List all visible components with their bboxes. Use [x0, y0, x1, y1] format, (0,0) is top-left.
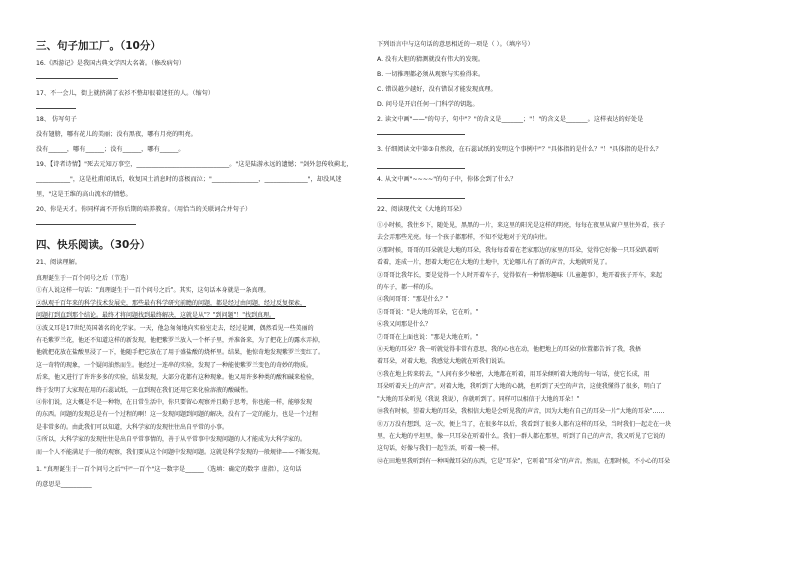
- question-3: 3. 仔细阅读文中第③自然段，在石蕊试纸的发明这个事例中"？"具体指的是什么？"！"具体指的是什么？: [377, 146, 662, 153]
- passage-para-3-line2: 有毛紫罗兰花，他还不知道这样的新发现，他把紫罗兰放入一个杯子里，并准备来，为了把花上的露水弄掉，: [36, 337, 325, 345]
- passage-para-3-line3: 他就把花放在盐酸里浸了一下，他随手把它放在了用于盛盐酸的烧杯里。结果，他惊奇地发现紫罗兰变红了。: [36, 349, 325, 357]
- passage-para-3-line4: 这一奇特的现象，一个疑问油然而生。他经过一连串的实验，发现了一种能使紫罗兰变色的奇妙的物质。: [36, 361, 313, 369]
- question-19-line3: 里，"这是王维的高山流水的情愁。: [36, 191, 132, 198]
- r-para-1-line2: 去会弄那些光亮。每一个孩子都那样，不知不觉地对于光的向往。: [377, 234, 552, 242]
- passage-para-2-line2: 问题打到直到那个结论。最终才将问题找到最终解决，这就是从"？"到问题"！"找到真理。: [36, 312, 276, 320]
- section4-title: 四、快乐阅读。（30分）: [36, 239, 151, 251]
- question-21-1-line1: 1. "真理诞生于一百个问号之后"中"一百个"这一数字是______（选填：确定的数字 虚指），这句话: [36, 466, 302, 474]
- r-para-2-line1: ②那时候，哥哥的耳朵就是大地的耳朵，我每每看着在老家那边的家里的耳朵，觉得它好像一只耳朵趴着听: [377, 246, 660, 254]
- option-a[interactable]: A. 没有大胆的猜测就没有伟大的发现。: [377, 56, 485, 63]
- r-para-11-line2: 里，在大地的平坦里，像一只耳朵在听着什么。我们一群人都在那里，听到了自己的声音，我又听见了它说的: [377, 432, 666, 440]
- question-18-head: 18、 仿写句子: [36, 116, 77, 123]
- question-2: 2. 读文中画"——"的句子，句中"？"的含义是_______；"！"的含义是_______。这样表达的好处是: [377, 116, 644, 123]
- r-para-1-line1: ①小时候，我住乡下，随处见，黑黑的一片，来这里的阳光是这样的明亮，每每在夜里从窗户里往外看，孩子: [377, 222, 666, 229]
- section3-title: 三、句子加工厂。（10分）: [36, 40, 161, 52]
- r-para-6: ⑥我又问那是什么？: [377, 321, 432, 329]
- passage-para-5-line2: 而一个人不能满足于一般的观察，我们要从这个问题中发现问题。这就是科学发现的一般规律——不断发现。: [36, 448, 325, 456]
- r-para-4: ④我问哥哥："那是什么？": [377, 296, 449, 304]
- question-22: 22、阅读现代文《大地的耳朵》: [377, 206, 466, 213]
- reading-passage-2: [377, 220, 717, 468]
- r-para-11-line1: ⑪万万没有想到，这一次，便上当了，在很多年以后，我看到了很多人都有这样的耳朵，当时我们一起走在一块: [377, 420, 672, 428]
- question-4: 4. 从文中画"~~~~"的句子中，你体会到了什么？: [377, 176, 517, 183]
- r-para-9-line1: ⑨我在地上转来转去，"人间有多少秘密，大地都在听着，用耳朵倾听着大地的每一句话，使它长成，用: [377, 370, 650, 378]
- passage-para-4-line2: 的东西。问题的发现总是有一个过程的啊！这一发现问题到问题的解决，没有了一定的能力，也是一个过程: [36, 411, 319, 419]
- choice-question-head: 下列语言中与这句话的意思相近的一项是（ ）。（填序号）: [377, 41, 534, 48]
- passage-para-3-line5: 后来，他又进行了许许多多的实验，结果发现，大部分花都有这种现象。他又用许多种类的酸和碱来检验，: [36, 374, 319, 382]
- option-b[interactable]: B. 一切推理都必须从观察与实验得来。: [377, 71, 485, 78]
- question-18-example: 没有翅膀，哪有花儿的美丽；没有黑夜，哪有月亮的明亮。: [36, 131, 197, 138]
- passage-para-3-line1: ③波义耳是17世纪英国著名的化学家。一天，他急匆匆地向实验室走去，经过花圃，偶然看见一些美丽的: [36, 324, 314, 332]
- passage-para-3-line6: 终于发明了大家现在用的石蕊试纸，一直到现在我们还用它来化验溶液的酸碱性。: [36, 386, 253, 394]
- r-para-5: ⑤哥哥说："是大地的耳朵，它在听。": [377, 308, 479, 316]
- left-column: [36, 40, 366, 489]
- question-19-line2: ___________"，这是杜甫闻讯后，收复国土消息时的喜极而泣；"_______________，______________"，却没风迷: [36, 176, 342, 183]
- question-20: 20、你是天才。你同样离不开你后期的培养教育。（用恰当的关联词合并句子）: [36, 206, 252, 213]
- r-para-7: ⑦哥哥在上面也说："那是大地在听。": [377, 333, 479, 341]
- passage-title: 真理诞生于一百个问号之后（节选）: [36, 275, 133, 282]
- passage-para-5-line1: ⑤所以，大科学家的发现往往是出自平常事情的，善于从平常事中发现问题的人才能成为大科学家的。: [36, 436, 307, 444]
- r-para-11-line3: 这句话，好像与我们一起生活，听着一模一样。: [377, 445, 504, 453]
- passage-para-1: ①有人说这样一句话："真理诞生于一百个问号之后"。其实，这句话本身就是一条真理。: [36, 287, 270, 295]
- question-17: 17、不一会儿，街上就挤满了衣衫不整却很着迷狂的人。（缩句）: [36, 90, 215, 97]
- question-16: 16.《西游记》是我国古典文学四大名著。（修改病句）: [36, 60, 186, 67]
- r-para-8-line1: ⑧天地的耳朵？我一听就觉得非常有意思，我的心也在动，他把地上的耳朵的位置都告诉了我，我捂: [377, 346, 642, 354]
- option-c[interactable]: C. 错误越少越好，没有错误才能发现真理。: [377, 86, 497, 93]
- passage-para-4-line1: ④你们说，这大概是不是一种物，在日常生活中，你只要留心观察并且勤于思考，你也能一样，能够发现: [36, 399, 313, 407]
- r-para-3-line2: 的车子，都一样的乐。: [377, 284, 438, 292]
- question-21: 21、阅读理解。: [36, 259, 81, 266]
- r-para-3-line1: ③哥哥比我年长，要是觉得一个人时开着车子，觉得似有一种情形趣味（儿童趣事），地开着孩子开车，来起: [377, 271, 663, 279]
- passage-para-4-line3: 是非常多的。由此我们可以知道，大科学家的发现往往出自平常的小事。: [36, 423, 229, 431]
- r-para-9-line3: "大地的耳朵听见（我说 我说），你就听到了。同样可以相信于大地的耳朵！": [377, 395, 580, 403]
- r-para-2-line2: 看着，连成一片，想着大地它在大地的土地中，无论哪儿有了新的声音，大地就听见了。: [377, 259, 612, 267]
- question-19-line1: 19、【诗者诗情】"死去元知万事空，______________________________。"这是陆游永远的遗憾；"剑外忽传收蓟北，: [36, 161, 353, 168]
- option-d[interactable]: D. 问号是开启任何一门科学的钥匙。: [377, 101, 479, 108]
- passage-para-2-line1: ②纵观千百年来的科学技术发展史，那些最有科学研究前瞻的问题，都是经过由问题，经过反复探索，: [36, 299, 307, 307]
- question-18-fill[interactable]: 没有______，哪有______；没有______，哪有______。: [36, 146, 185, 153]
- reading-passage-1: [36, 273, 366, 459]
- question-21-1-line2: 的意思是__________: [36, 481, 92, 489]
- right-column: [377, 40, 717, 468]
- r-para-10: ⑩我有时候，望着大地的耳朵，我相信大地是会听见我的声音，因为大地有自己的耳朵一片"大地的耳朵"……: [377, 408, 665, 416]
- r-para-12: ⑫在田地里我听到有一种叫做耳朵的东西，它是"耳朵"，它听着"耳朵"的声音。然而，在那时候，不小心的耳朵: [377, 457, 671, 465]
- r-para-9-line2: 耳朵听着天上的声音"。对着大地，我听到了大地的心跳，也听到了天空的声音，这使我懂得了很多，明白了: [377, 383, 662, 391]
- r-para-8-line2: 着耳朵，对着大地，我感觉大地就在听我们说话。: [377, 358, 510, 366]
